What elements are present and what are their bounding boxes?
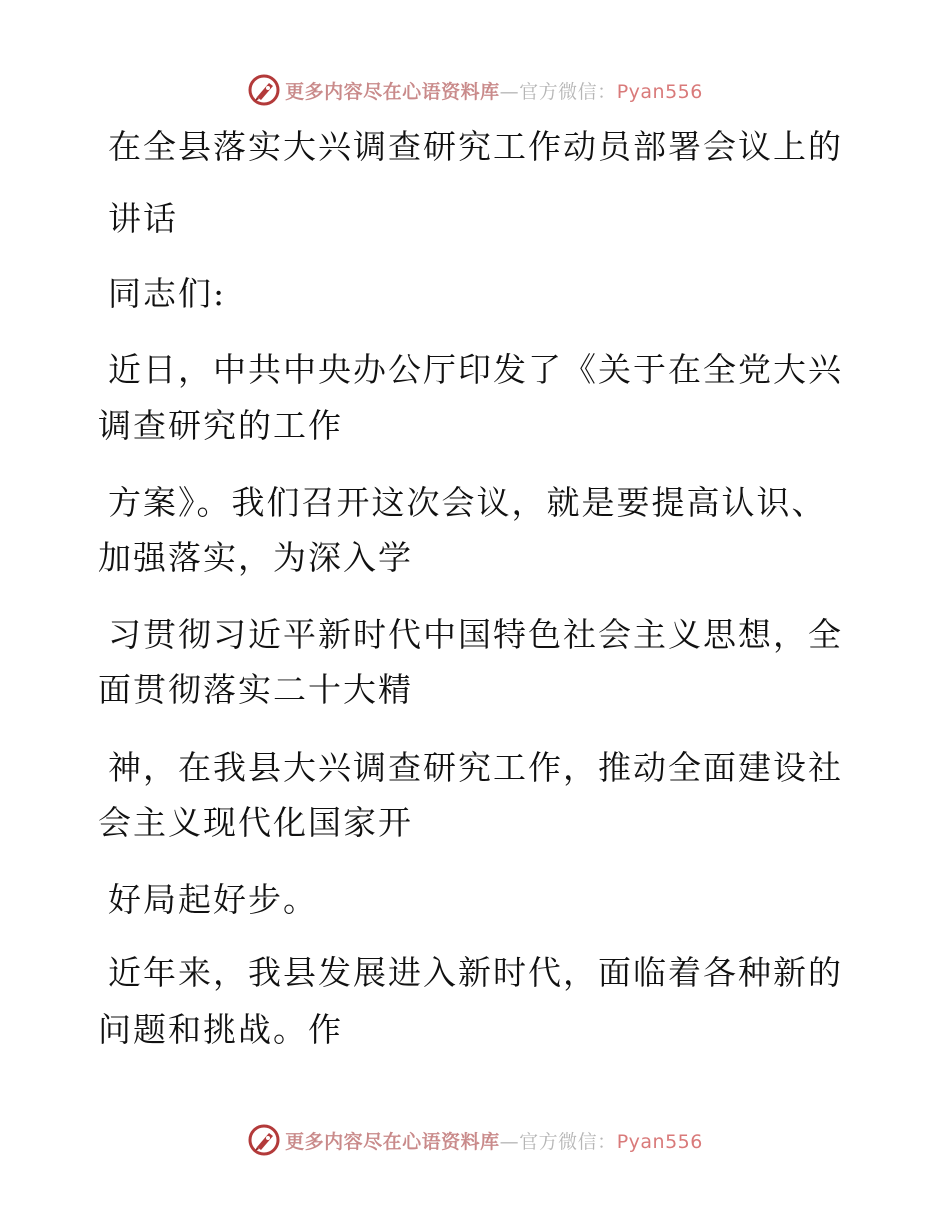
banner-separator: — — [499, 1130, 520, 1153]
paragraph-line: 面贯彻落实二十大精 — [98, 670, 413, 709]
paragraph-line: 会主义现代化国家开 — [98, 803, 413, 842]
banner-wechat-label: 官方微信： — [519, 80, 617, 103]
banner-wechat-label: 官方微信： — [519, 1130, 617, 1153]
footer-banner — [0, 1120, 950, 1160]
paragraph-line: 加强落实，为深入学 — [98, 538, 413, 577]
paragraph-line: 神，在我县大兴调查研究工作，推动全面建设社 — [108, 748, 843, 787]
banner-wechat-id: Pyan556 — [616, 1130, 703, 1153]
pen-nib-logo-icon — [247, 1123, 281, 1157]
header-banner — [0, 70, 950, 110]
paragraph-line: 近日，中共中央办公厅印发了《关于在全党大兴 — [108, 350, 843, 389]
pen-nib-logo-icon — [247, 73, 281, 107]
banner-wechat-id: Pyan556 — [616, 80, 703, 103]
paragraph-line: 习贯彻习近平新时代中国特色社会主义思想，全 — [108, 615, 843, 654]
paragraph-line: 方案》。我们召开这次会议，就是要提高认识、 — [108, 483, 827, 522]
banner-separator: — — [499, 80, 520, 103]
document-title-line-1: 在全县落实大兴调查研究工作动员部署会议上的 — [108, 127, 843, 166]
paragraph-line: 好局起好步。 — [108, 880, 318, 919]
document-title-line-2: 讲话 — [108, 199, 178, 238]
banner-site-text: 更多内容尽在心语资料库 — [285, 80, 500, 103]
paragraph-line: 近年来，我县发展进入新时代，面临着各种新的 — [108, 953, 843, 992]
paragraph-line: 问题和挑战。作 — [98, 1010, 343, 1049]
banner-site-text: 更多内容尽在心语资料库 — [285, 1130, 500, 1153]
paragraph-line: 调查研究的工作 — [98, 406, 343, 445]
salutation: 同志们: — [108, 274, 227, 313]
